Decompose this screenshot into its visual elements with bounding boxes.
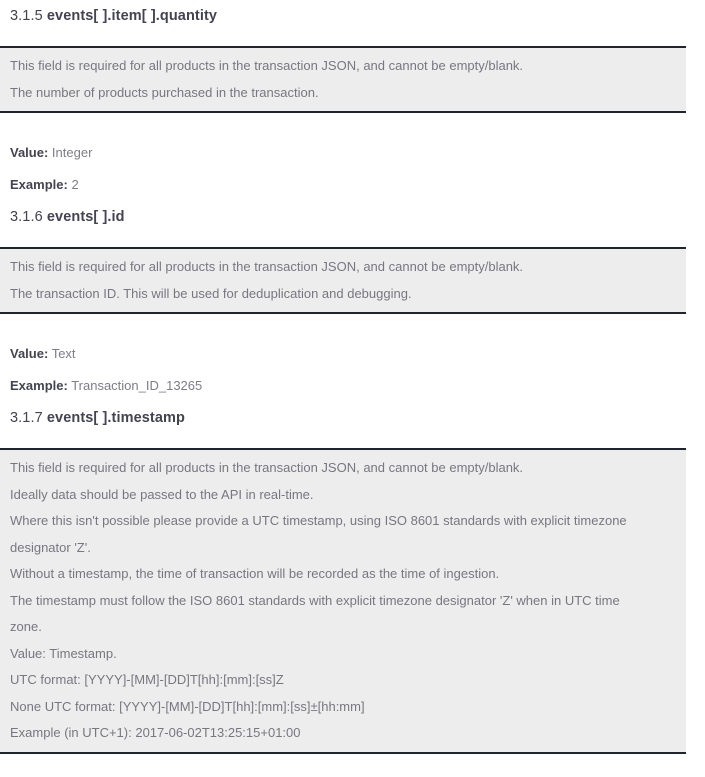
note-line: Where this isn't possible please provide a UTC timestamp, using ISO 8601 standards with explicit timezone designator 'Z'. xyxy=(10,513,627,555)
heading-field: events[ ].id xyxy=(46,209,125,225)
heading-number: 3.1.5 xyxy=(10,8,43,24)
note-box xyxy=(0,448,686,754)
value-text: Text xyxy=(51,346,76,361)
value-row xyxy=(0,146,686,159)
note-line: The timestamp must follow the ISO 8601 standards with explicit timezone designator 'Z' when in UTC time zone. xyxy=(10,592,620,634)
heading-field: events[ ].timestamp xyxy=(46,410,185,426)
example-text: 2 xyxy=(71,177,79,192)
note-line: Example (in UTC+1): 2017-06-02T13:25:15+01:00 xyxy=(10,725,301,740)
note-line: Value: Timestamp. xyxy=(10,645,117,661)
value-row xyxy=(0,347,686,360)
section-timestamp xyxy=(0,411,686,754)
example-label: Example: xyxy=(10,378,68,393)
note-line: The transaction ID. This will be used for deduplication and debugging. xyxy=(10,285,412,301)
section-id xyxy=(0,210,686,392)
note-line: This field is required for all products in the transaction JSON, and cannot be empty/blank. xyxy=(10,460,524,475)
note-box xyxy=(0,46,686,113)
note-line: This field is required for all products in the transaction JSON, and cannot be empty/blank. xyxy=(10,58,524,73)
example-text: Transaction_ID_13265 xyxy=(71,378,203,393)
note-box xyxy=(0,247,686,314)
note-line: This field is required for all products in the transaction JSON, and cannot be empty/blank. xyxy=(10,259,524,274)
heading-number: 3.1.7 xyxy=(10,410,43,426)
section-heading xyxy=(0,9,686,23)
example-label: Example: xyxy=(10,177,68,192)
value-label: Value: xyxy=(10,145,49,160)
section-heading xyxy=(0,210,686,224)
value-label: Value: xyxy=(10,346,49,361)
note-line: None UTC format: [YYYY]-[MM]-[DD]T[hh]:[mm]:[ss]±[hh:mm] xyxy=(10,698,365,714)
note-line: Without a timestamp, the time of transaction will be recorded as the time of ingestion. xyxy=(10,566,500,581)
note-line: Ideally data should be passed to the API in real-time. xyxy=(10,486,314,502)
example-row xyxy=(0,178,686,191)
value-text: Integer xyxy=(51,145,93,160)
example-row xyxy=(0,379,686,392)
section-heading xyxy=(0,411,686,425)
heading-number: 3.1.6 xyxy=(10,209,43,225)
note-line: The number of products purchased in the transaction. xyxy=(10,84,319,100)
note-line: UTC format: [YYYY]-[MM]-[DD]T[hh]:[mm]:[ss]Z xyxy=(10,672,284,687)
section-quantity xyxy=(0,9,686,191)
heading-field: events[ ].item[ ].quantity xyxy=(46,8,218,24)
